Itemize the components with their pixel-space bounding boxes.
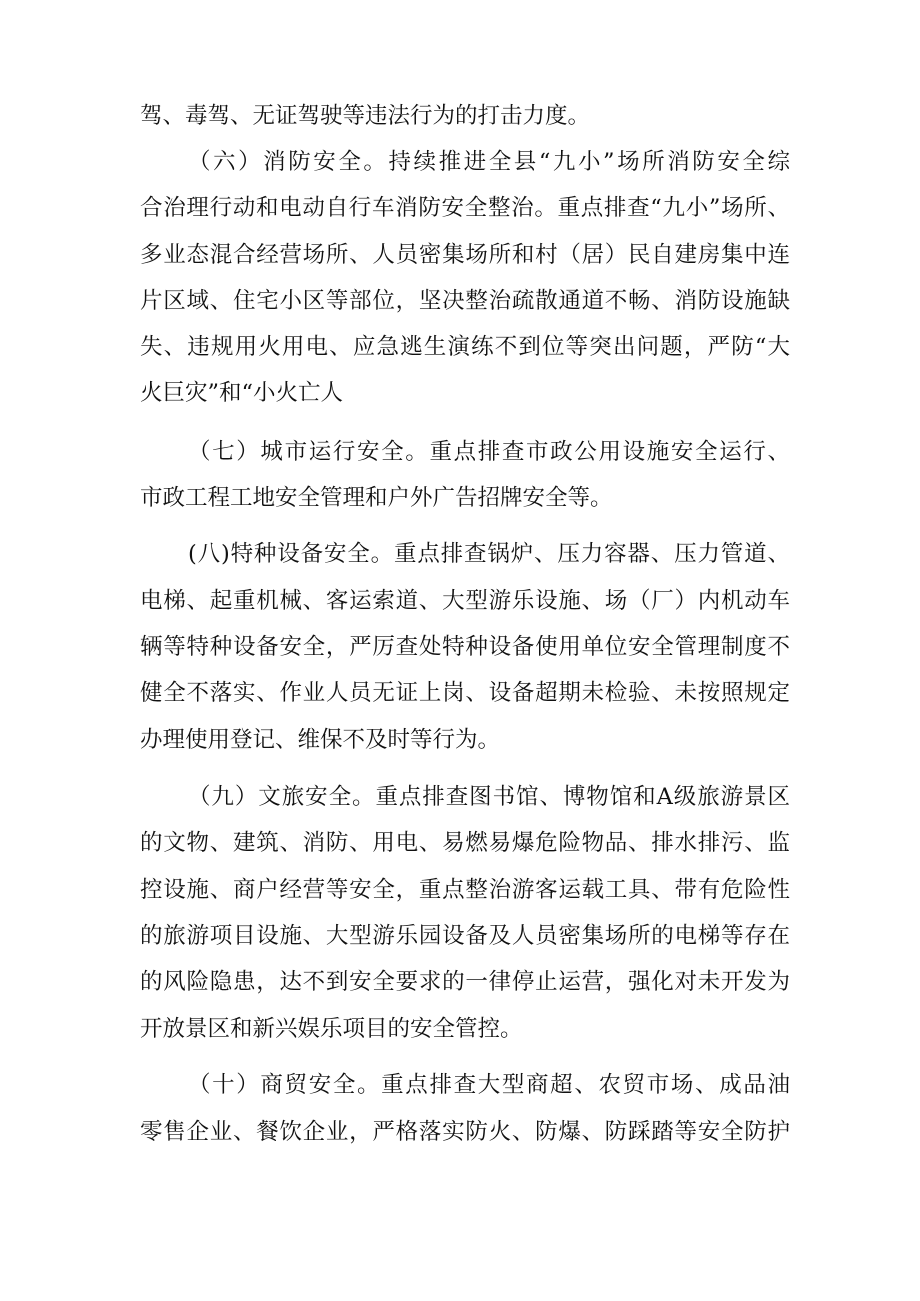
text-line: 辆等特种设备安全，严厉查处特种设备使用单位安全管理制度不 <box>140 634 790 660</box>
text-line: 火巨灾”和“小火亡人 <box>140 380 344 406</box>
paragraph-10-heading-line: （十）商贸安全。重点排查大型商超、农贸市场、成品油 <box>188 1072 790 1098</box>
paragraph-7-heading-line: （七）城市运行安全。重点排查市政公用设施安全运行、 <box>188 439 790 465</box>
text-line: 失、违规用火用电、应急逃生演练不到位等突出问题，严防“大 <box>140 334 790 360</box>
text-line: 的风险隐患，达不到安全要求的一律停止运营，强化对未开发为 <box>140 969 790 995</box>
text-line: 市政工程工地安全管理和户外广告招牌安全等。 <box>140 485 613 511</box>
text-line: 电梯、起重机械、客运索道、大型游乐设施、场（厂）内机动车 <box>140 588 790 614</box>
paragraph-8-heading-line: (八)特种设备安全。重点排查锅炉、压力容器、压力管道、 <box>188 541 790 567</box>
text-line: 的文物、建筑、消防、用电、易燃易爆危险物品、排水排污、监 <box>140 830 790 856</box>
text-line: 片区域、住宅小区等部位，坚决整治疏散通道不畅、消防设施缺 <box>140 288 790 314</box>
text-line: 合治理行动和电动自行车消防安全整治。重点排查“九小”场所、 <box>140 195 790 221</box>
text-line: 驾、毒驾、无证驾驶等违法行为的打击力度。 <box>140 103 591 129</box>
text-line: 的旅游项目设施、大型游乐园设备及人员密集场所的电梯等存在 <box>140 923 790 949</box>
text-line: 办理使用登记、维保不及时等行为。 <box>140 727 501 753</box>
text-line: 健全不落实、作业人员无证上岗、设备超期未检验、未按照规定 <box>140 680 790 706</box>
text-line: 零售企业、餐饮企业，严格落实防火、防爆、防踩踏等安全防护 <box>140 1119 790 1145</box>
paragraph-9-heading-line: （九）文旅安全。重点排查图书馆、博物馆和A级旅游景区 <box>188 784 790 810</box>
text-line: 控设施、商户经营等安全，重点整治游客运载工具、带有危险性 <box>140 877 790 903</box>
text-line: 多业态混合经营场所、人员密集场所和村（居）民自建房集中连 <box>140 242 790 268</box>
paragraph-6-heading-line: （六）消防安全。持续推进全县“九小”场所消防安全综 <box>188 149 790 175</box>
text-line: 开放景区和新兴娱乐项目的安全管控。 <box>140 1016 523 1042</box>
